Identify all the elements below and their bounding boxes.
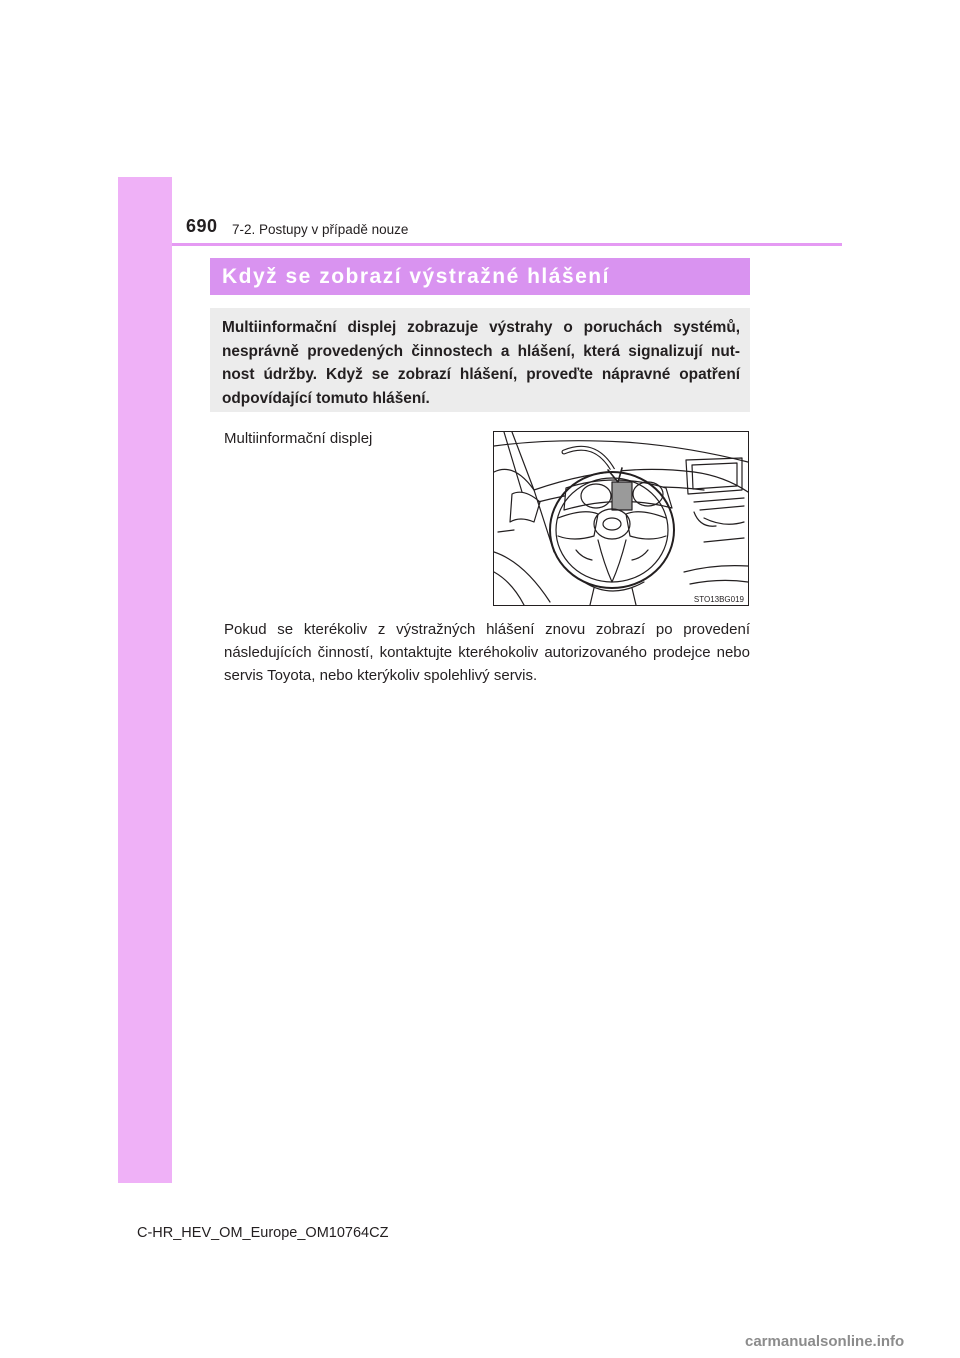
- footer-document-code: C-HR_HEV_OM_Europe_OM10764CZ: [137, 1225, 389, 1241]
- intro-text: Multiinformační displej zobrazuje výstrahy o poruchách systémů, nesprávně provedených činnostech a hlášení, která signalizují nut-nost údržby. Když se zobrazí hlášení, proveďte nápravné opatření odpovídající tomuto hlášení.: [222, 319, 740, 407]
- figure-caption: Multiinformační displej: [224, 430, 373, 447]
- watermark: carmanualsonline.info: [745, 1333, 905, 1350]
- intro-box: [210, 308, 750, 412]
- steering-wheel-dashboard-drawing: [494, 432, 748, 605]
- figure-code: STO13BG019: [693, 595, 744, 604]
- section-label: 7-2. Postupy v případě nouze: [232, 222, 409, 237]
- header-rule: [172, 243, 842, 246]
- body-paragraph: Pokud se kterékoliv z výstražných hlášení znovu zobrazí po provedení následujících činností, kontaktujte kteréhokoliv autorizovaného prodejce nebo servis Toyota, nebo kterýkoliv spolehlivý servis.: [224, 621, 750, 684]
- chapter-side-bar: [118, 177, 172, 1183]
- dashboard-illustration: [493, 431, 749, 606]
- page-number: 690: [186, 216, 218, 236]
- page-title: Když se zobrazí výstražné hlášení: [210, 258, 750, 295]
